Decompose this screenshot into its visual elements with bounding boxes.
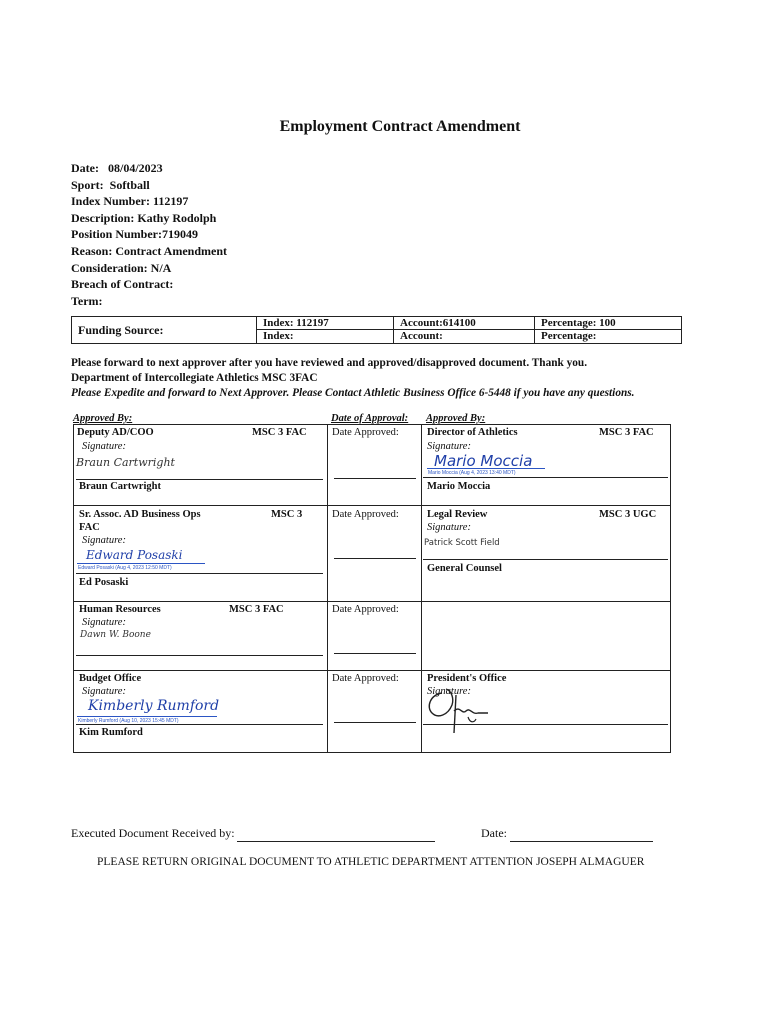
department-note: Department of Intercollegiate Athletics MSC 3FAC — [71, 372, 318, 384]
sr-assoc-signature: Edward Posaski — [86, 548, 183, 562]
sr-assoc-title: Sr. Assoc. AD Business Ops — [79, 509, 201, 520]
contract-info — [71, 160, 227, 309]
date-approved-label: Date Approved: — [332, 604, 399, 615]
table-divider — [534, 317, 535, 343]
signature-line — [76, 573, 323, 574]
signature-underline — [427, 468, 545, 469]
funding-index-2: Index: — [263, 330, 294, 342]
deputy-title: Deputy AD/COO — [77, 427, 154, 438]
grid-divider — [421, 425, 422, 752]
approved-by-header-2: Approved By: — [426, 413, 486, 424]
deputy-msc: MSC 3 FAC — [252, 427, 307, 438]
signature-line — [76, 724, 323, 725]
expedite-note: Please Expedite and forward to Next Approver. Please Contact Athletic Business Office 6-5448 if you have any questions. — [71, 387, 635, 399]
signature-label: Signature: — [82, 441, 126, 452]
deputy-signature: Braun Cartwright — [76, 456, 175, 469]
signature-line — [423, 724, 668, 725]
sr-assoc-title-line2: FAC — [79, 522, 100, 533]
forward-note: Please forward to next approver after you have reviewed and approved/disapproved document. Thank you. — [71, 357, 588, 369]
budget-title: Budget Office — [79, 673, 142, 684]
signature-underline — [77, 563, 205, 564]
grid-divider — [74, 505, 670, 506]
signature-label: Signature: — [82, 617, 126, 628]
position-number-field: Position Number:719049 — [71, 227, 198, 242]
funding-source-table — [71, 316, 682, 344]
table-divider — [393, 317, 394, 343]
table-divider — [256, 317, 257, 343]
director-title: Director of Athletics — [427, 427, 518, 438]
date-line — [334, 653, 416, 654]
breach-field: Breach of Contract: — [71, 277, 174, 292]
president-signature-graphic — [424, 681, 504, 736]
footer-date-line — [510, 841, 653, 842]
return-instructions: PLEASE RETURN ORIGINAL DOCUMENT TO ATHLETIC DEPARTMENT ATTENTION JOSEPH ALMAGUER — [97, 856, 645, 868]
director-msc: MSC 3 FAC — [599, 427, 654, 438]
term-field: Term: — [71, 293, 103, 308]
grid-divider — [74, 601, 670, 602]
signature-label: Signature: — [82, 686, 126, 697]
signature-label: Signature: — [427, 686, 471, 697]
funding-percentage-1: Percentage: 100 — [541, 317, 616, 329]
date-line — [334, 478, 416, 479]
sr-assoc-name: Ed Posaski — [79, 577, 129, 588]
approval-grid — [73, 424, 671, 753]
description-field: Description: Kathy Rodolph — [71, 210, 217, 225]
legal-msc: MSC 3 UGC — [599, 509, 657, 520]
page-title: Employment Contract Amendment — [279, 118, 521, 135]
signature-line — [423, 477, 668, 478]
consideration-field: Consideration: N/A — [71, 260, 172, 275]
date-approved-label: Date Approved: — [332, 673, 399, 684]
legal-title: Legal Review — [427, 509, 488, 520]
date-line — [334, 558, 416, 559]
reason-field: Reason: Contract Amendment — [71, 243, 227, 258]
funding-percentage-2: Percentage: — [541, 330, 597, 342]
funding-source-label: Funding Source: — [78, 323, 164, 337]
executed-received-line — [237, 841, 435, 842]
budget-name: Kim Rumford — [79, 727, 143, 738]
date-field: Date: 08/04/2023 — [71, 161, 163, 175]
grid-divider — [74, 670, 670, 671]
legal-signature: Patrick Scott Field — [424, 538, 500, 548]
date-approved-label: Date Approved: — [332, 509, 399, 520]
deputy-name: Braun Cartwright — [79, 481, 161, 492]
funding-account-1: Account:614100 — [400, 317, 476, 329]
sport-field: Sport: Softball — [71, 177, 150, 192]
executed-received-label: Executed Document Received by: — [71, 826, 235, 840]
grid-divider — [327, 425, 328, 752]
signature-underline — [77, 716, 217, 717]
funding-account-2: Account: — [400, 330, 443, 342]
sr-assoc-signature-stamp: Edward Posaski (Aug 4, 2023 12:50 MDT) — [78, 565, 172, 571]
date-line — [334, 722, 416, 723]
index-number-field: Index Number: 112197 — [71, 194, 189, 209]
budget-signature: Kimberly Rumford — [88, 698, 220, 714]
budget-signature-stamp: Kimberly Rumford (Aug 10, 2023 15:45 MDT) — [78, 718, 179, 724]
legal-name: General Counsel — [427, 563, 502, 574]
funding-index-1: Index: 112197 — [263, 317, 329, 329]
director-name: Mario Moccia — [427, 481, 491, 492]
hr-signature: Dawn W. Boone — [80, 630, 151, 640]
approved-by-header: Approved By: — [73, 413, 133, 424]
signature-line — [423, 559, 668, 560]
date-of-approval-header: Date of Approval: — [331, 413, 409, 424]
date-approved-label: Date Approved: — [332, 427, 399, 438]
hr-title: Human Resources — [79, 604, 161, 615]
signature-label: Signature: — [427, 441, 471, 452]
president-title: President's Office — [427, 673, 507, 684]
sr-assoc-msc: MSC 3 — [271, 509, 303, 520]
hr-msc: MSC 3 FAC — [229, 604, 284, 615]
signature-label: Signature: — [82, 535, 126, 546]
director-signature: Mario Moccia — [434, 452, 533, 470]
footer-date-label: Date: — [481, 826, 507, 840]
signature-line — [76, 655, 323, 656]
signature-line — [76, 479, 323, 480]
director-signature-stamp: Mario Moccia (Aug 4, 2023 13:40 MDT) — [428, 470, 516, 476]
signature-label: Signature: — [427, 522, 471, 533]
